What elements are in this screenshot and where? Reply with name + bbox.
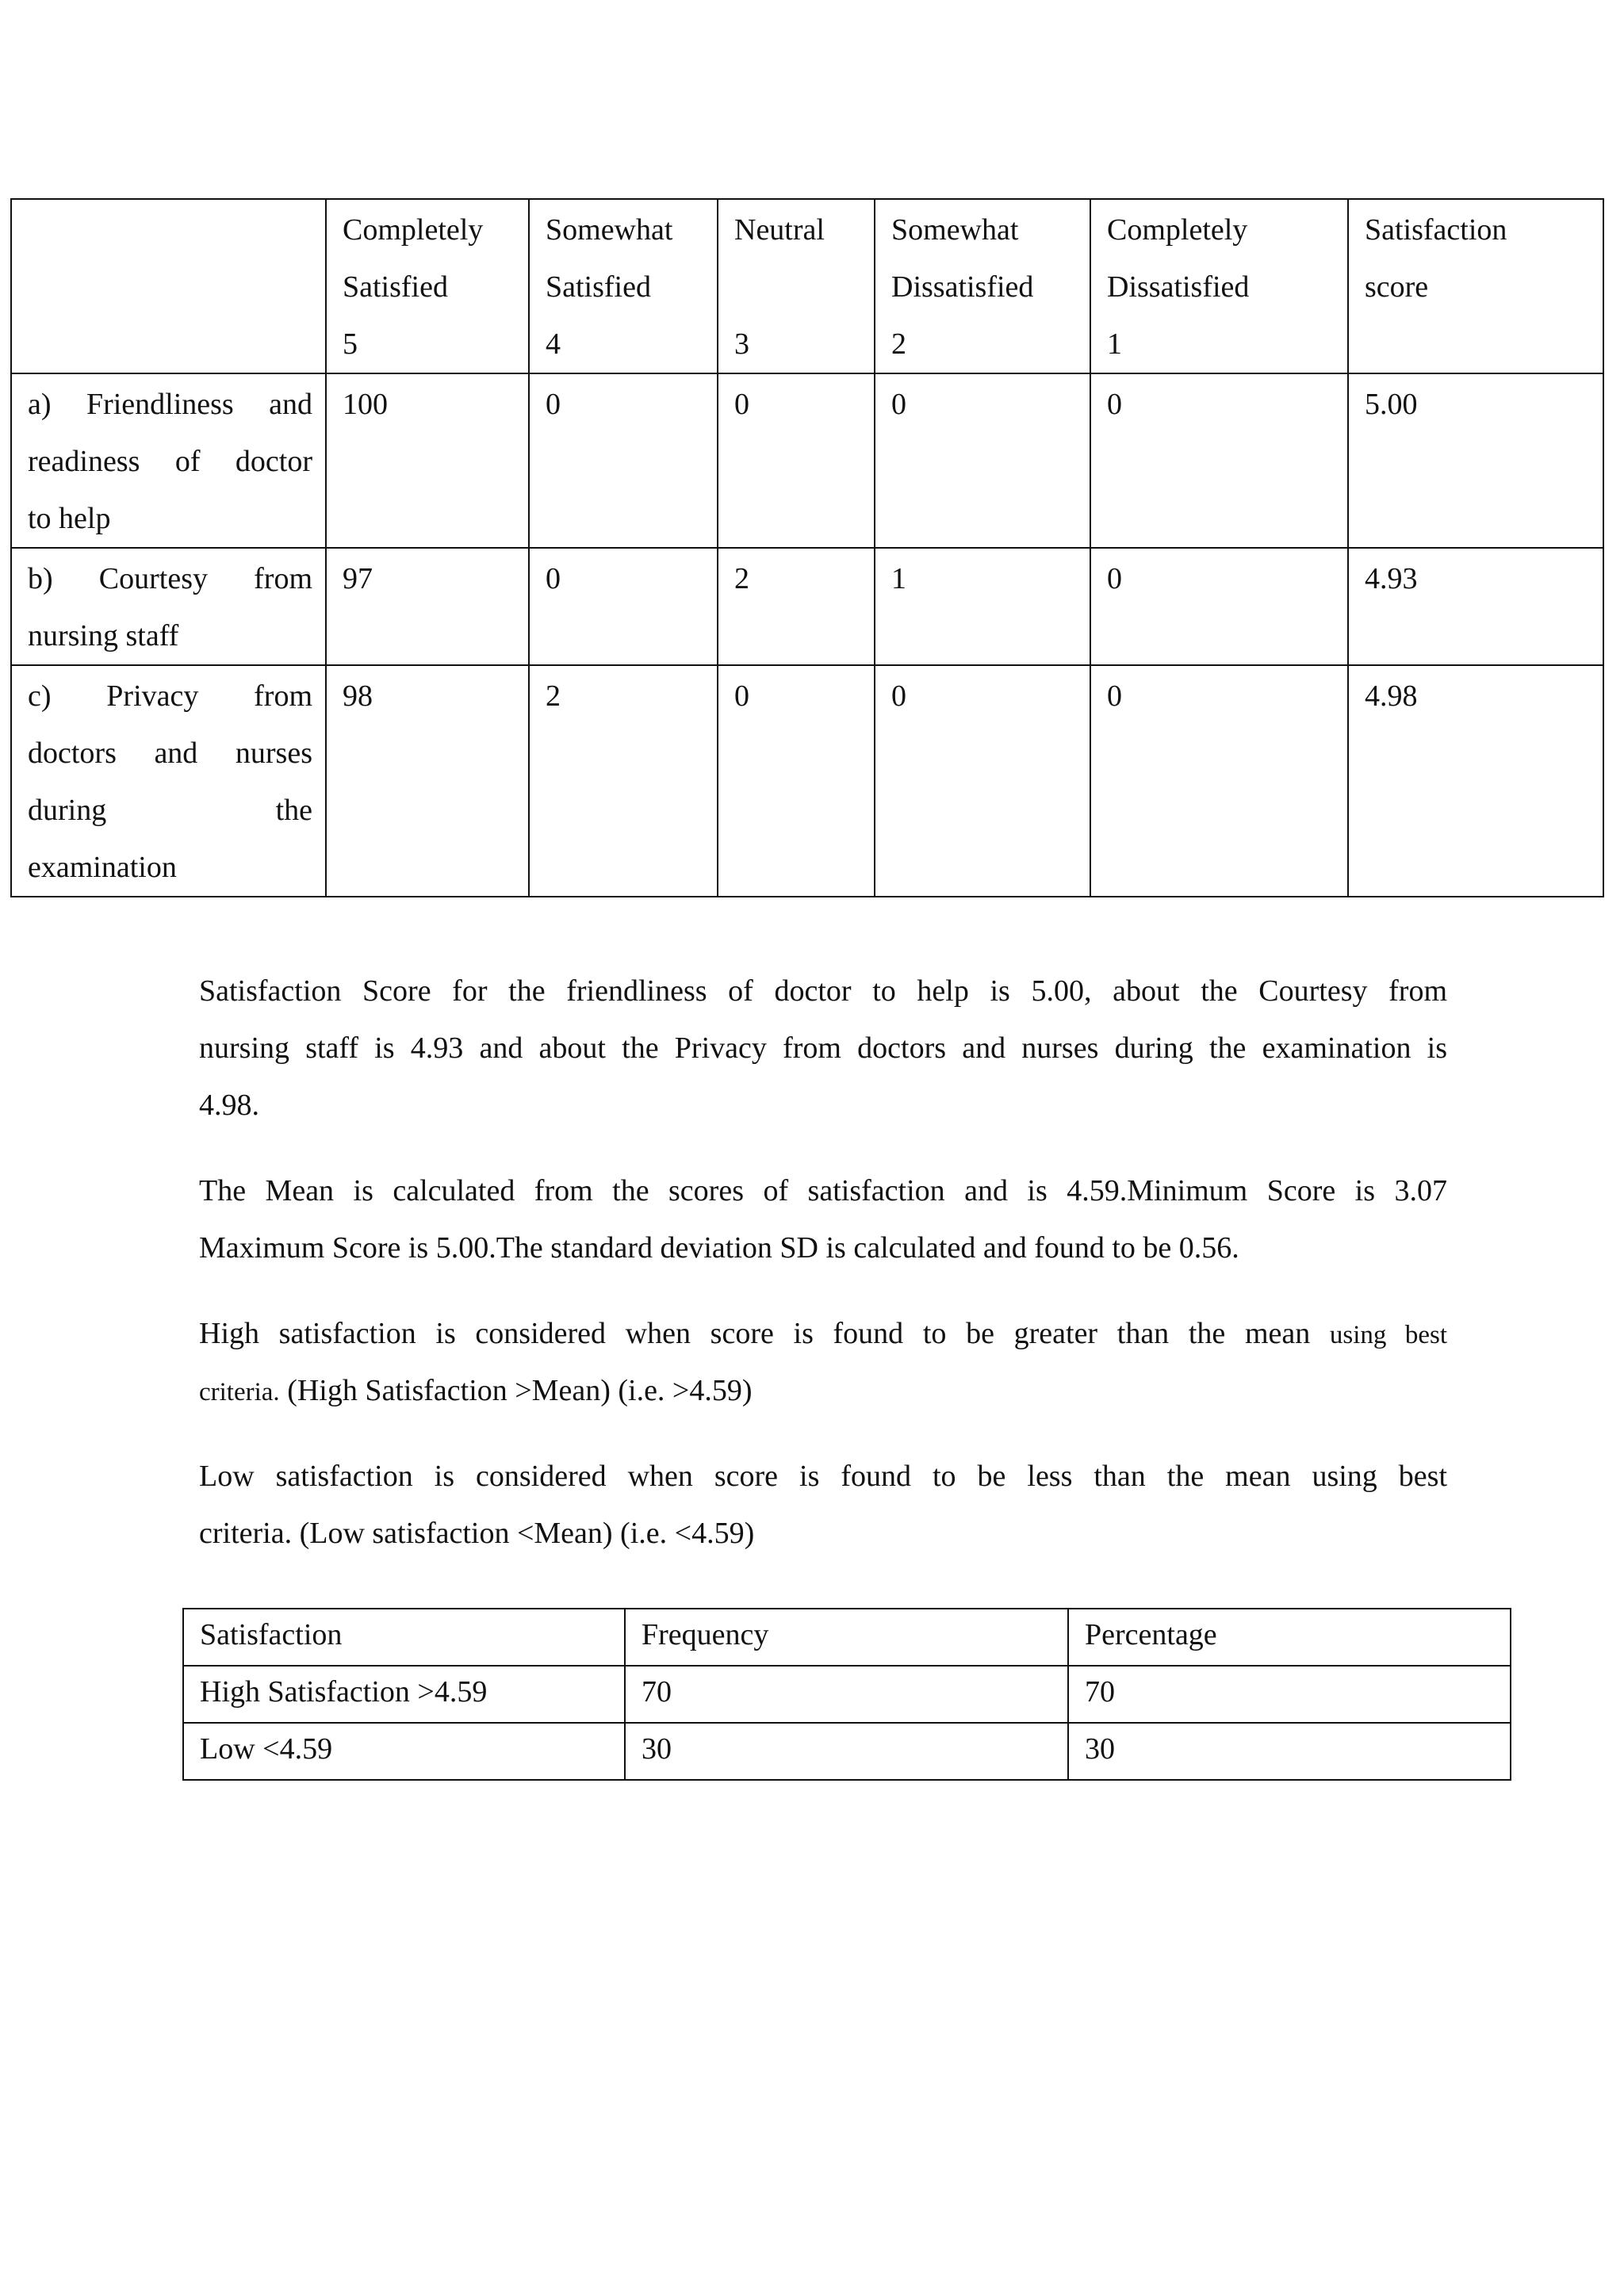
score-cell: 4.93 — [1348, 548, 1603, 665]
paragraph-low-satisfaction — [199, 1448, 1447, 1562]
value-cell: 98 — [326, 665, 529, 897]
paragraph-scores-summary — [199, 962, 1447, 1134]
header-line: Dissatisfied — [891, 270, 1034, 304]
header-line: Somewhat — [546, 213, 673, 247]
value-cell: 2 — [529, 665, 718, 897]
table-cell: 30 — [1068, 1723, 1511, 1780]
header-line: Satisfied — [343, 270, 448, 304]
header-line: Satisfied — [546, 270, 651, 304]
paragraph-line — [199, 1305, 1447, 1362]
row-label-line: during the — [28, 794, 312, 827]
table-cell: 30 — [625, 1723, 1068, 1780]
header-line: Somewhat — [891, 213, 1019, 247]
header-line: Dissatisfied — [1107, 270, 1250, 304]
value-cell: 1 — [875, 548, 1090, 665]
header-line — [734, 258, 874, 316]
value-cell: 0 — [1090, 373, 1348, 548]
table-row — [183, 1666, 1511, 1723]
header-cell — [529, 199, 718, 373]
table-row — [11, 665, 1603, 897]
row-label-line: to help — [28, 502, 111, 535]
header-line: score — [1365, 270, 1429, 304]
header-cell: Frequency — [625, 1609, 1068, 1666]
paragraph-small-text: criteria. — [199, 1378, 280, 1406]
table-header-row — [11, 199, 1603, 373]
row-label-cell — [11, 665, 326, 897]
header-cell — [718, 199, 875, 373]
score-cell: 5.00 — [1348, 373, 1603, 548]
paragraph-text: High satisfaction is considered when score is found to be greater than the mean — [199, 1317, 1311, 1350]
paragraph-mean-statistics — [199, 1162, 1447, 1276]
score-cell: 4.98 — [1348, 665, 1603, 897]
header-line: 4 — [546, 327, 561, 361]
paragraph-line: Maximum Score is 5.00.The standard deviation SD is calculated and found to be 0.56. — [199, 1231, 1239, 1265]
header-cell — [1348, 199, 1603, 373]
table-row — [183, 1723, 1511, 1780]
header-cell-empty — [11, 199, 326, 373]
header-cell — [875, 199, 1090, 373]
row-label-line: nursing staff — [28, 619, 179, 652]
value-cell: 0 — [529, 548, 718, 665]
table-cell: 70 — [1068, 1666, 1511, 1723]
value-cell: 0 — [875, 665, 1090, 897]
header-line: Completely — [1107, 213, 1248, 247]
header-line: 5 — [343, 327, 358, 361]
header-line: Satisfaction — [1365, 213, 1507, 247]
value-cell: 0 — [875, 373, 1090, 548]
paragraph-line — [199, 1362, 1447, 1419]
header-cell — [326, 199, 529, 373]
satisfaction-breakdown-table — [10, 198, 1604, 897]
row-label-line: doctors and nurses — [28, 737, 312, 770]
value-cell: 97 — [326, 548, 529, 665]
header-cell: Satisfaction — [183, 1609, 625, 1666]
paragraph-text: (High Satisfaction >Mean) (i.e. >4.59) — [287, 1374, 753, 1407]
value-cell: 0 — [718, 665, 875, 897]
value-cell: 0 — [1090, 548, 1348, 665]
paragraph-line: Low satisfaction is considered when score is found to be less than the mean using best — [199, 1460, 1447, 1493]
value-cell: 0 — [529, 373, 718, 548]
value-cell: 0 — [718, 373, 875, 548]
header-line: 3 — [734, 327, 749, 361]
paragraph-line: criteria. (Low satisfaction <Mean) (i.e. <4.59) — [199, 1517, 755, 1550]
paragraph-small-text: using best — [1329, 1321, 1447, 1349]
paragraph-line: Satisfaction Score for the friendliness of doctor to help is 5.00, about the Courtesy from — [199, 974, 1447, 1008]
paragraph-line: The Mean is calculated from the scores of satisfaction and is 4.59.Minimum Score is 3.07 — [199, 1174, 1447, 1207]
header-cell: Percentage — [1068, 1609, 1511, 1666]
table-row — [11, 548, 1603, 665]
row-label-line: examination — [28, 851, 177, 884]
satisfaction-frequency-table — [182, 1608, 1511, 1781]
header-line: 2 — [891, 327, 906, 361]
table-row — [11, 373, 1603, 548]
paragraph-line: nursing staff is 4.93 and about the Privacy from doctors and nurses during the examination is — [199, 1031, 1447, 1065]
row-label-cell — [11, 373, 326, 548]
paragraph-line: 4.98. — [199, 1089, 259, 1122]
header-line: Completely — [343, 213, 484, 247]
header-line — [1365, 316, 1603, 373]
row-label-line: c) Privacy from — [28, 679, 312, 713]
table-cell: High Satisfaction >4.59 — [183, 1666, 625, 1723]
row-label-line: readiness of doctor — [28, 445, 312, 478]
row-label-line: a) Friendliness and — [28, 388, 312, 421]
paragraph-high-satisfaction — [199, 1305, 1447, 1419]
row-label-cell — [11, 548, 326, 665]
header-line: Neutral — [734, 213, 825, 247]
table-cell: Low <4.59 — [183, 1723, 625, 1780]
table-header-row — [183, 1609, 1511, 1666]
row-label-line: b) Courtesy from — [28, 562, 312, 595]
value-cell: 0 — [1090, 665, 1348, 897]
header-cell — [1090, 199, 1348, 373]
header-line: 1 — [1107, 327, 1122, 361]
value-cell: 2 — [718, 548, 875, 665]
value-cell: 100 — [326, 373, 529, 548]
table-cell: 70 — [625, 1666, 1068, 1723]
